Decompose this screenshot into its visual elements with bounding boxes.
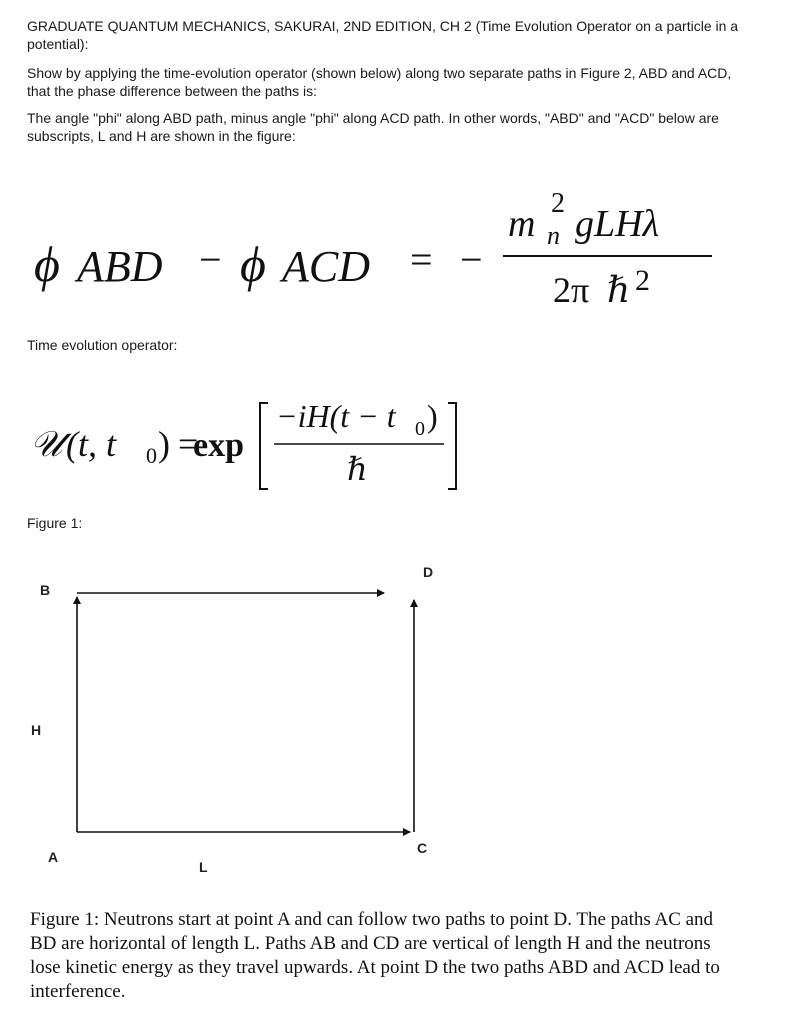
subscript-abd: ABD xyxy=(77,242,163,291)
figure-label: Figure 1: xyxy=(27,515,83,531)
height-label: H xyxy=(31,722,42,738)
exponent-numerator: −iH(t − t xyxy=(276,398,396,434)
numerator-subscript-n: n xyxy=(547,221,560,250)
operator-args: (t, t xyxy=(66,424,116,464)
operator-exp: exp xyxy=(193,427,244,464)
point-c-label: C xyxy=(417,840,428,856)
figure-caption: Figure 1: Neutrons start at point A and can follow two paths to point D. The paths AC and BD are horizontal of length L. Paths AB and CD are vertical of length H and the neutrons lose kinetic energy as they travel upwards. At point D the two paths ABD and ACD lead to interference. xyxy=(30,909,720,1002)
problem-instruction: Show by applying the time-evolution operator (shown below) along two separate paths in Figure 2, ABD and ACD, that the phase difference between the paths is: xyxy=(27,65,732,99)
subscript-acd: ACD xyxy=(282,242,370,291)
operator-args-subscript: 0 xyxy=(146,443,157,468)
point-b-label: B xyxy=(40,582,51,598)
numerator-rest: gLHλ xyxy=(575,203,660,245)
problem-heading: GRADUATE QUANTUM MECHANICS, SAKURAI, 2ND EDITION, CH 2 (Time Evolution Operator on a particle in a potential): xyxy=(27,18,739,52)
negative-sign: − xyxy=(460,237,483,282)
numerator-superscript-2: 2 xyxy=(551,188,565,219)
length-label: L xyxy=(199,859,208,875)
exponent-denominator: ℏ xyxy=(347,451,368,487)
exponent-numerator-close: ) xyxy=(427,398,438,434)
operator-label: Time evolution operator: xyxy=(27,337,178,353)
denominator-2pi: 2π xyxy=(553,270,590,310)
operator-args-close: ) xyxy=(158,424,170,464)
phi-acd-symbol: ϕ xyxy=(240,236,266,292)
phi-abd-symbol: ϕ xyxy=(34,236,60,292)
point-a-label: A xyxy=(48,849,59,865)
point-d-label: D xyxy=(423,564,434,580)
operator-U: 𝒰 xyxy=(30,424,63,464)
equals-sign: = xyxy=(410,237,433,282)
numerator-m: m xyxy=(508,203,536,245)
exponent-numerator-subscript: 0 xyxy=(415,418,425,440)
denominator-superscript-2: 2 xyxy=(635,264,650,297)
operator-equals: = xyxy=(178,424,199,464)
minus-sign: − xyxy=(199,237,222,282)
problem-clarification: The angle "phi" along ABD path, minus angle "phi" along ACD path. In other words, "ABD" and "ACD" below are subscripts, L and H are shown in the figure: xyxy=(27,110,719,144)
denominator-hbar: ℏ xyxy=(607,270,631,310)
